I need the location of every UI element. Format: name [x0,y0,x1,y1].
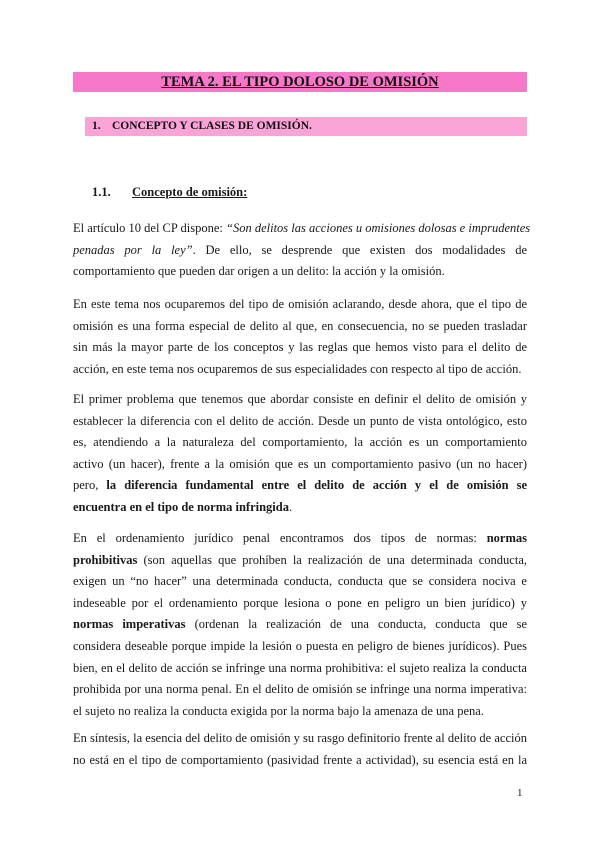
paragraph-line: es, atendiendo a la naturaleza del comportamiento, la acción es un comportamiento [73,435,527,450]
bold-run: la diferencia fundamental entre el delito de acción y el de omisión se [106,478,527,493]
text-run: El artículo 10 del CP dispone: [73,221,226,235]
paragraph-line [73,497,527,519]
quote-run: “Son delitos las acciones u omisiones dolosas e imprudentes [226,221,531,235]
paragraph-line: el sujeto no realiza la conducta exigida por la norma bajo la amenaza de una pena. [73,703,484,718]
section-number: 1. [92,120,101,132]
paragraph-line: omisión es una forma especial de delito al que, en consecuencia, no se pueden trasladar [73,318,527,333]
paragraph-line: En este tema nos ocuparemos del tipo de omisión aclarando, desde ahora, que el tipo de [73,297,527,311]
section-heading [92,117,312,136]
bold-run: normas [486,531,527,545]
bold-run: prohibitivas [73,552,138,567]
quote-run: penadas por la ley” [73,242,193,257]
paragraph-line [73,240,527,262]
subsection-heading [92,184,247,200]
paragraph-1 [73,218,531,283]
page-number: 1 [517,787,523,799]
paragraph-line: considera deseable porque impide la lesión o puesta en peligro de bienes jurídicos). Pues [73,638,527,653]
paragraph-line: En síntesis, la esencia del delito de omisión y su rasgo definitorio frente al delito de acción [73,731,527,745]
paragraph-line [73,614,527,636]
paragraph-line: sin más la mayor parte de los conceptos y las reglas que hemos visto para el delito de [73,340,527,355]
paragraph-line: activo (un hacer), frente a la omisión que es un comportamiento pasivo (un no hacer) [73,456,527,471]
paragraph-line: establecer la diferencia con el delito de acción. Desde un punto de vista ontológico, esto [73,413,527,428]
paragraph-line: no está en el tipo de comportamiento (pasividad frente a actividad), su esencia está en la [73,752,527,767]
paragraph-line: acción, en este tema nos ocuparemos de sus especialidades con respecto al tipo de acción. [73,361,522,376]
text-run: pero, [73,478,107,493]
subsection-title: Concepto de omisión: [132,185,248,199]
text-run: (ordenan la realización de una conducta, conducta que se [185,617,527,632]
text-run: (son aquellas que prohíben la realización de una determinada conducta, [137,552,527,567]
paragraph-5 [73,728,527,771]
bold-run: encuentra en el tipo de norma infringida [73,499,289,514]
text-run: En el ordenamiento jurídico penal encontramos dos tipos de normas: [73,531,487,545]
subsection-number: 1.1. [92,185,111,199]
paragraph-line [73,528,527,550]
text-run: . [288,499,293,514]
paragraph-line: comportamiento que pueden dar origen a un delito: la acción y la omisión. [73,264,445,279]
paragraph-4 [73,528,527,722]
paragraph-3 [73,389,527,519]
section-title: CONCEPTO Y CLASES DE OMISIÓN. [112,120,312,132]
bold-run: normas imperativas [73,617,186,632]
paragraph-line: bien, en el delito de acción se infringe una norma prohibitiva: el sujeto realiza la conducta [73,660,527,675]
paragraph-line: prohibida por una norma penal. En el delito de omisión se infringe una norma imperativa: [73,682,527,697]
text-run: . De ello, se desprende que existen dos modalidades de [192,242,527,257]
paragraph-line: indeseable por el ordenamiento porque lesiona o pone en peligro un bien jurídico) y [73,595,527,610]
paragraph-line: El primer problema que tenemos que abordar consiste en definir el delito de omisión y [73,392,527,406]
paragraph-2 [73,294,527,380]
paragraph-line [73,550,527,572]
paragraph-line: exigen un “no hacer” una determinada conducta, conducta que se considera nociva e [73,574,527,589]
paragraph-line [73,475,527,497]
page-title: TEMA 2. EL TIPO DOLOSO DE OMISIÓN [161,74,439,90]
paragraph-line [73,218,531,240]
